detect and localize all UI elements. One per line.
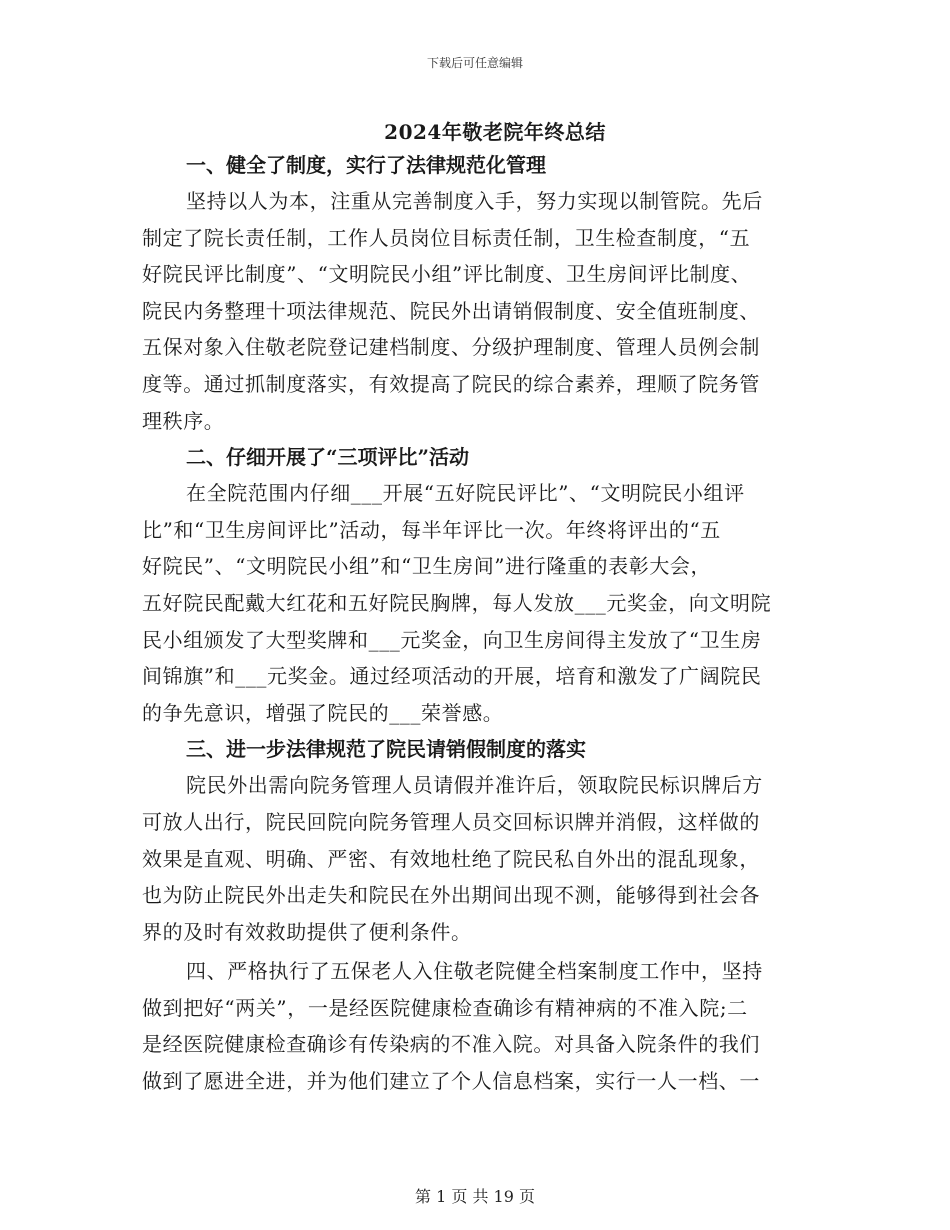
section-paragraph-3 (142, 767, 808, 950)
paragraph-line: 民小组颁发了大型奖牌和___元奖金，向卫生房间得主发放了“卫生房 (142, 627, 762, 652)
paragraph-line: 的争先意识，增强了院民的___荣誉感。 (142, 700, 504, 725)
section-heading-2: 二、仔细开展了“三项评比”活动 (186, 445, 470, 470)
paragraph-line: 度等。通过抓制度落实，有效提高了院民的综合素养，理顺了院务管 (142, 371, 760, 396)
section-paragraph-1 (142, 183, 808, 439)
document-title: 2024年敬老院年终总结 (384, 120, 606, 144)
paragraph-line: 制定了院长责任制，工作人员岗位目标责任制，卫生检查制度，“五 (142, 225, 751, 250)
paragraph-line: 间锦旗”和___元奖金。通过经项活动的开展，培育和激发了广阔院民 (142, 664, 762, 689)
document-body (142, 147, 808, 1100)
paragraph-line: 可放人出行，院民回院向院务管理人员交回标识牌并消假，这样做的 (142, 809, 760, 834)
paragraph-line: 做到了愿进全进，并为他们建立了个人信息档案，实行一人一档、一 (142, 1069, 760, 1094)
paragraph-line: 比”和“卫生房间评比”活动，每半年评比一次。年终将评出的“五 (142, 517, 721, 542)
paragraph-line: 院民内务整理十项法律规范、院民外出请销假制度、安全值班制度、 (142, 298, 760, 323)
paragraph-line: 效果是直观、明确、严密、有效地杜绝了院民私自外出的混乱现象， (142, 846, 760, 871)
section-paragraph-4 (142, 953, 808, 1099)
paragraph-line: 四、严格执行了五保老人入住敬老院健全档案制度工作中，坚持 (186, 959, 763, 984)
paragraph-line: 院民外出需向院务管理人员请假并准许后，领取院民标识牌后方 (186, 773, 763, 798)
paragraph-line: 五好院民配戴大红花和五好院民胸牌，每人发放___元奖金，向文明院 (142, 590, 772, 615)
page-number: 第 1 页 共 19 页 (415, 1187, 535, 1206)
paragraph-line: 好院民评比制度”、“文明院民小组”评比制度、卫生房间评比制度、 (142, 262, 752, 287)
page-header-note: 下载后可任意编辑 (426, 56, 523, 70)
paragraph-line: 五保对象入住敬老院登记建档制度、分级护理制度、管理人员例会制 (142, 335, 760, 360)
paragraph-line: 是经医院健康检查确诊有传染病的不准入院。对具备入院条件的我们 (142, 1032, 760, 1057)
paragraph-line: 好院民”、“文明院民小组”和“卫生房间”进行隆重的表彰大会， (142, 554, 712, 579)
paragraph-line: 理秩序。 (142, 408, 225, 433)
section-heading-1: 一、健全了制度，实行了法律规范化管理 (186, 153, 546, 177)
paragraph-line: 在全院范围内仔细___开展“五好院民评比”、“文明院民小组评 (186, 481, 745, 506)
section-heading-3: 三、进一步法律规范了院民请销假制度的落实 (186, 737, 586, 762)
section-paragraph-2 (142, 475, 808, 731)
paragraph-line: 界的及时有效救助提供了便利条件。 (142, 919, 472, 944)
paragraph-line: 也为防止院民外出走失和院民在外出期间出现不测，能够得到社会各 (142, 883, 760, 908)
paragraph-line: 做到把好“两关”，一是经医院健康检查确诊有精神病的不准入院;二 (142, 995, 748, 1020)
paragraph-line: 坚持以人为本，注重从完善制度入手，努力实现以制管院。先后 (186, 189, 763, 213)
